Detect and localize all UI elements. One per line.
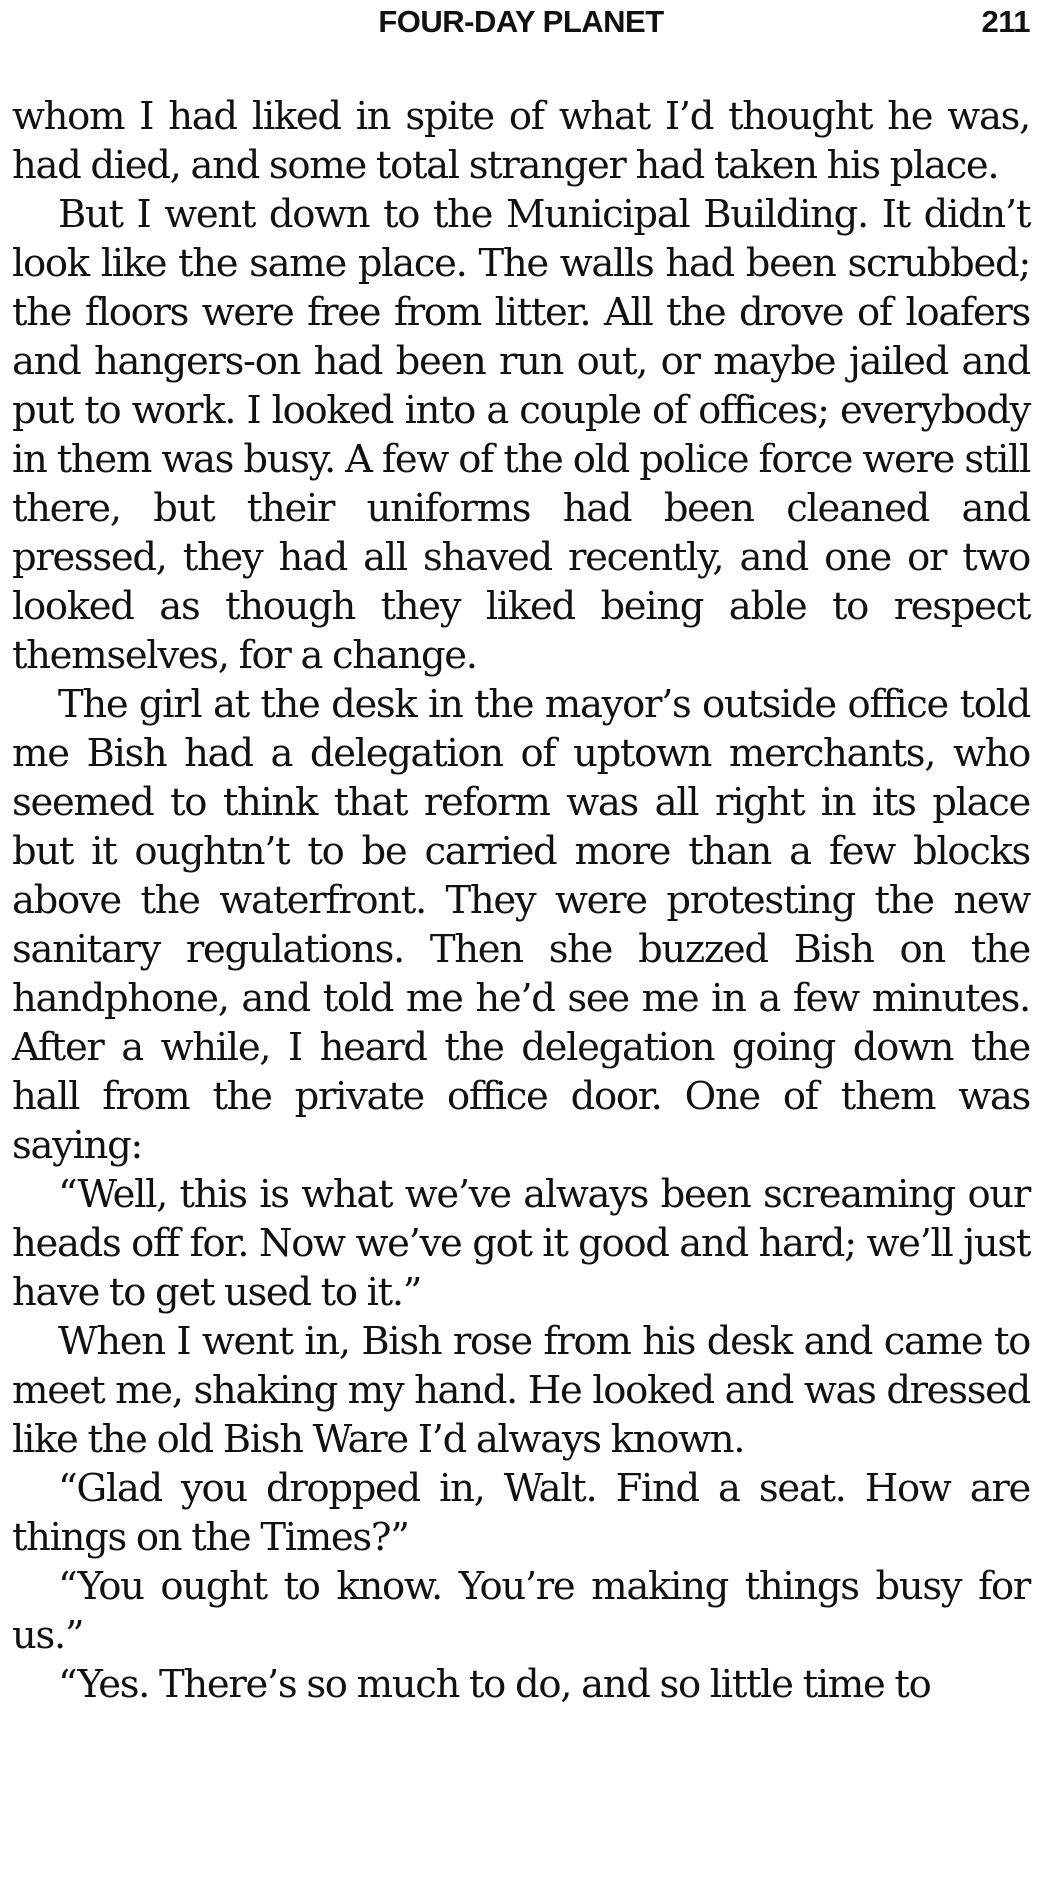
paragraph: “Glad you dropped in, Walt. Find a seat. How are things on the Times?” [12,1466,1030,1560]
running-header [12,4,1030,44]
running-title: FOUR-DAY PLANET [378,4,664,39]
paragraph: “Yes. There’s so much to do, and so little time to [58,1662,931,1707]
body-text [12,92,1030,1709]
paragraph: When I went in, Bish rose from his desk and came to meet me, shaking my hand. He looked and was dressed like the old Bish Ware I’d always known. [12,1319,1030,1462]
page-number: 211 [981,4,1030,39]
paragraph: “You ought to know. You’re making things busy for us.” [12,1564,1030,1658]
paragraph: “Well, this is what we’ve always been screaming our heads off for. Now we’ve got it good and hard; we’ll just have to get used to it.” [12,1172,1030,1315]
paragraph: But I went down to the Municipal Building. It didn’t look like the same place. The walls had been scrubbed; the floors were free from litter. All the drove of loafers and hangers-on had been run out, or maybe jailed and put to work. I looked into a couple of offices; everybody in them was busy. A few of the old police force were still there, but their uniforms had been cleaned and pressed, they had all shaved recently, and one or two looked as though they liked being able to respect themselves, for a change. [12,192,1030,678]
paragraph: The girl at the desk in the mayor’s outside office told me Bish had a delegation of uptown merchants, who seemed to think that reform was all right in its place but it oughtn’t to be carried more than a few blocks above the waterfront. They were protesting the new sanitary regulations. Then she buzzed Bish on the handphone, and told me he’d see me in a few minutes. After a while, I heard the delegation going down the hall from the private office door. One of them was saying: [12,682,1030,1168]
paragraph: whom I had liked in spite of what I’d thought he was, had died, and some total stranger had taken his place. [12,94,1030,188]
